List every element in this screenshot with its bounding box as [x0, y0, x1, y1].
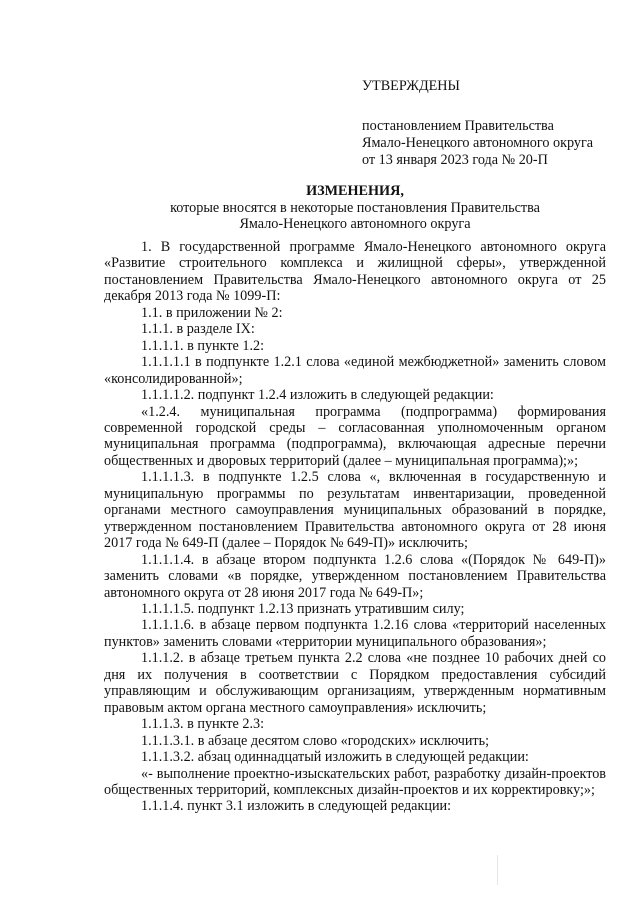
paragraph: 1.1.1.1.4. в абзаце втором подпункта 1.2.6 слова «(Порядок № 649-П)» заменить словами «в порядке, утвержденном постановлением Правительства автономного округа от 28 июня 2017 года № 649-П»; — [104, 551, 606, 601]
paragraph: 1.1.1.1.2. подпункт 1.2.4 изложить в следующей редакции: — [141, 387, 494, 404]
approval-line: Ямало-Ненецкого автономного округа — [362, 135, 594, 151]
paragraph: 1.1.1.4. пункт 3.1 изложить в следующей редакции: — [141, 798, 452, 815]
approval-line: постановлением Правительства — [362, 118, 554, 134]
paragraph: 1.1.1. в разделе IX: — [141, 321, 255, 338]
paragraph: 1.1.1.1.5. подпункт 1.2.13 признать утратившим силу; — [141, 600, 465, 617]
paragraph: 1.1.1.1.6. в абзаце первом подпункта 1.2.16 слова «территорий населенных пунктов» заменить словами «территории муниципального образования»; — [104, 617, 606, 650]
paragraph: 1.1.1.1. в пункте 1.2: — [141, 337, 265, 354]
paragraph: 1.1.1.3.2. абзац одиннадцатый изложить в следующей редакции: — [141, 749, 529, 766]
approval-block — [362, 78, 612, 169]
paragraph: 1. В государственной программе Ямало-Ненецкого автономного округа «Развитие строительного комплекса и жилищной сферы», утвержденной постановлением Правительства Ямало-Ненецкого автономного округа от 25 декабря 2013 года № 1099-П: — [104, 239, 606, 305]
document-heading — [104, 183, 606, 233]
approval-line: от 13 января 2023 года № 20-П — [362, 152, 548, 168]
paragraph: 1.1. в приложении № 2: — [141, 304, 283, 321]
approval-stamp: УТВЕРЖДЕНЫ — [362, 78, 460, 94]
document-subtitle-line: Ямало-Ненецкого автономного округа — [239, 216, 471, 232]
paragraph: 1.1.1.3.1. в абзаце десятом слово «городских» исключить; — [141, 732, 490, 749]
paragraph: «1.2.4. муниципальная программа (подпрограмма) формирования современной городской среды – согласованная уполномоченным органом муниципальная программа (подпрограмма), включающая адресные перечни общественных и дворовых территорий (далее – муниципальная программа);»; — [104, 403, 606, 469]
page-edge-mark — [497, 855, 498, 885]
paragraph: «- выполнение проектно-изыскательских работ, разработку дизайн-проектов общественных территорий, комплексных дизайн-проектов и их корректировку;»; — [104, 765, 606, 798]
document-body — [104, 239, 606, 815]
document-title: ИЗМЕНЕНИЯ, — [306, 183, 404, 199]
document-subtitle-line: которые вносятся в некоторые постановления Правительства — [170, 199, 540, 216]
paragraph: 1.1.1.1.3. в подпункте 1.2.5 слова «, включенная в государственную и муниципальную программы по результатам инвентаризации, проведенной органами местного самоуправления муниципальных образований в порядке, утвержденном постановлением Правительства автономного округа от 28 июня 2017 года № 649-П (далее – Порядок № 649-П)» исключить; — [104, 469, 606, 552]
paragraph: 1.1.1.2. в абзаце третьем пункта 2.2 слова «не позднее 10 рабочих дней со дня их получения в соответствии с Порядком предоставления субсидий управляющим и обслуживающим организациям, утвержденным нормативным правовым актом органа местного самоуправления» исключить; — [104, 650, 606, 716]
paragraph: 1.1.1.1.1 в подпункте 1.2.1 слова «единой межбюджетной» заменить словом «консолидированной»; — [104, 354, 606, 387]
paragraph: 1.1.1.3. в пункте 2.3: — [141, 716, 265, 733]
